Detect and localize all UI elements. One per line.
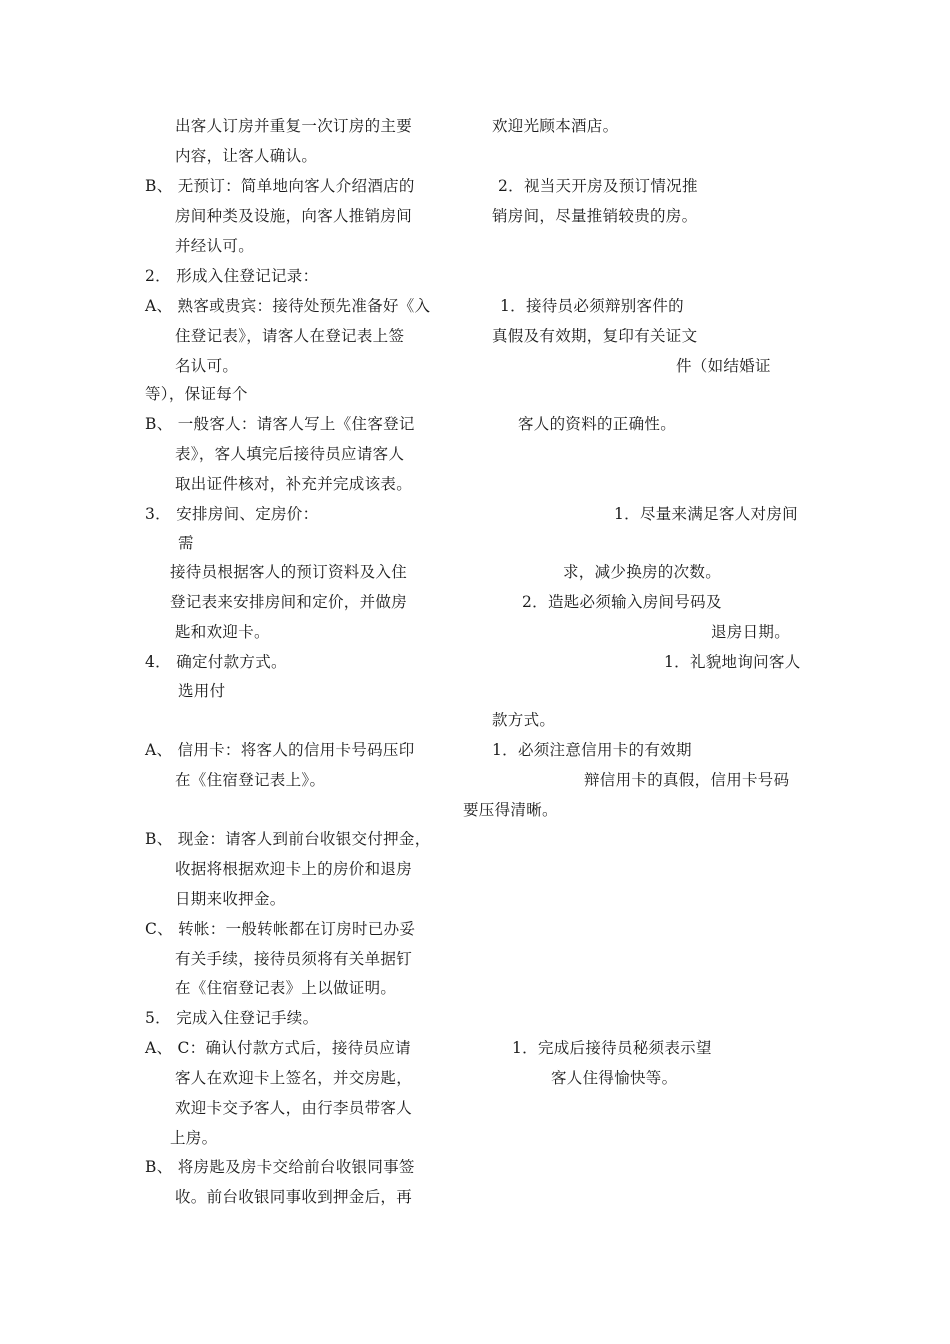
text-line: 3． 安排房间、定房价： bbox=[145, 505, 319, 523]
text-line: 表》，客人填完后接待员应请客人 bbox=[175, 445, 405, 463]
text-line: 日期来收押金。 bbox=[175, 890, 286, 908]
text-line: 要压得清晰。 bbox=[463, 801, 558, 819]
text-line: A、 信用卡：将客人的信用卡号码压印 bbox=[145, 741, 415, 759]
text-line: 匙和欢迎卡。 bbox=[175, 623, 270, 641]
text-line: 销房间，尽量推销较贵的房。 bbox=[492, 207, 698, 225]
text-line: 1．尽量来满足客人对房间 bbox=[614, 505, 798, 523]
text-line: B、 无预订：简单地向客人介绍酒店的 bbox=[145, 177, 415, 195]
text-line: B、 一般客人：请客人写上《住客登记 bbox=[145, 415, 415, 433]
text-line: 客人的资料的正确性。 bbox=[518, 415, 677, 433]
text-line: 收。前台收银同事收到押金后，再 bbox=[175, 1188, 413, 1206]
text-line: 2．视当天开房及预订情况推 bbox=[498, 177, 698, 195]
text-line: 1．接待员必须辩别客件的 bbox=[500, 297, 684, 315]
text-line: 内容，让客人确认。 bbox=[175, 147, 318, 165]
text-line: 1．完成后接待员秘须表示望 bbox=[512, 1039, 712, 1057]
text-line: 客人住得愉快等。 bbox=[551, 1069, 678, 1087]
text-line: 出客人订房并重复一次订房的主要 bbox=[175, 117, 413, 135]
text-line: 收据将根据欢迎卡上的房价和退房 bbox=[175, 860, 413, 878]
text-line: 4． 确定付款方式。 bbox=[145, 653, 287, 671]
text-line: 欢迎卡交予客人，由行李员带客人 bbox=[175, 1099, 413, 1117]
text-line: 在《住宿登记表》上以做证明。 bbox=[175, 979, 397, 997]
text-line: 并经认可。 bbox=[175, 237, 255, 255]
text-line: 房间种类及设施，向客人推销房间 bbox=[175, 207, 413, 225]
text-line: 在《住宿登记表上》。 bbox=[175, 771, 326, 789]
text-line: A、 C：确认付款方式后，接待员应请 bbox=[145, 1039, 411, 1057]
text-line: 辩信用卡的真假，信用卡号码 bbox=[584, 771, 790, 789]
text-line: 2． 形成入住登记记录： bbox=[145, 267, 319, 285]
text-line: 登记表来安排房间和定价，并做房 bbox=[170, 593, 408, 611]
text-line: 1．必须注意信用卡的有效期 bbox=[492, 741, 692, 759]
text-line: 需 bbox=[178, 534, 194, 552]
text-line: A、 熟客或贵宾：接待处预先准备好《入 bbox=[145, 297, 431, 315]
text-line: 名认可。 bbox=[175, 357, 239, 375]
text-line: 取出证件核对，补充并完成该表。 bbox=[175, 475, 413, 493]
text-line: 2．造匙必须输入房间号码及 bbox=[522, 593, 722, 611]
text-line: 5． 完成入住登记手续。 bbox=[145, 1009, 319, 1027]
text-line: 接待员根据客人的预订资料及入住 bbox=[170, 563, 408, 581]
text-line: 有关手续，接待员须将有关单据钉 bbox=[175, 950, 413, 968]
text-line: 款方式。 bbox=[492, 711, 556, 729]
text-line: 1．礼貌地询问客人 bbox=[664, 653, 801, 671]
text-line: 欢迎光顾本酒店。 bbox=[492, 117, 619, 135]
text-line: 住登记表》，请客人在登记表上签 bbox=[175, 327, 405, 345]
text-line: 退房日期。 bbox=[711, 623, 791, 641]
text-line: 等），保证每个 bbox=[145, 385, 248, 403]
text-line: 件（如结婚证 bbox=[676, 357, 771, 375]
text-line: 客人在欢迎卡上签名，并交房匙， bbox=[175, 1069, 413, 1087]
text-line: B、 将房匙及房卡交给前台收银同事签 bbox=[145, 1158, 415, 1176]
text-line: C、 转帐：一般转帐都在订房时已办妥 bbox=[145, 920, 416, 938]
text-line: B、 现金：请客人到前台收银交付押金， bbox=[145, 830, 431, 848]
text-line: 真假及有效期，复印有关证文 bbox=[492, 327, 698, 345]
text-line: 上房。 bbox=[170, 1129, 218, 1147]
text-line: 选用付 bbox=[178, 682, 226, 700]
text-line: 求，减少换房的次数。 bbox=[563, 563, 722, 581]
